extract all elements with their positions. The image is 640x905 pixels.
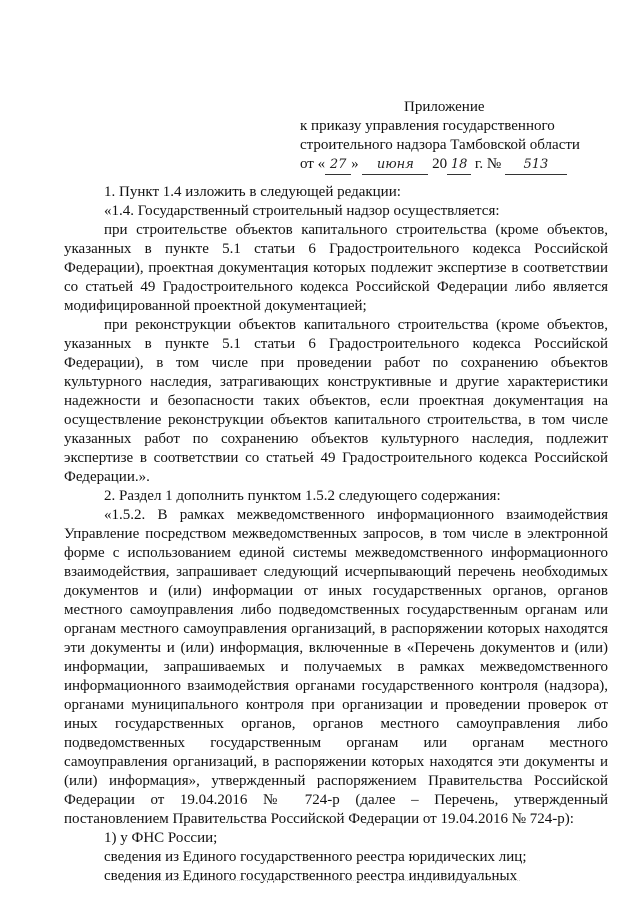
appendix-date-line	[300, 155, 620, 175]
paragraph: 2. Раздел 1 дополнить пунктом 1.5.2 следующего содержания:	[104, 488, 501, 504]
paragraph: при строительстве объектов капитального строительства (кроме объектов, указанных в пункте 5.1 статьи 6 Градостроительного кодекса Российской Федерации), проектная документация которых подлежит экспертизе в соответствии со статьей 49 Градостроительного кодекса Российской Федерации либо является модифицированной проектной документацией;	[64, 222, 608, 314]
paragraph: 1) у ФНС России;	[104, 830, 218, 846]
appendix-line-1: к приказу управления государственного	[300, 118, 555, 134]
appendix-line-2: строительного надзора Тамбовской области	[300, 137, 580, 153]
paragraph: сведения из Единого государственного реестра юридических лиц;	[104, 849, 527, 865]
date-quote-close: »	[351, 156, 359, 172]
paragraph: «1.4. Государственный строительный надзор осуществляется:	[104, 203, 500, 219]
date-year-prefix: 20	[432, 156, 448, 172]
appendix-header	[300, 98, 620, 175]
order-number: 513	[505, 155, 567, 175]
paragraph: сведения из Единого государственного реестра индивидуальных	[104, 868, 518, 884]
appendix-title: Приложение	[404, 99, 485, 115]
document-body	[64, 183, 608, 886]
page-bottom-edge	[120, 880, 520, 889]
paragraph: «1.5.2. В рамках межведомственного информационного взаимодействия Управление посредством межведомственных запросов, в том числе в электронной форме с использованием единой системы межведомственного информационного взаимодействия, запрашивает следующий исчерпывающий перечень необходимых документов и (или) информации от иных государственных органов, органов местного самоуправления либо подведомственных государственным органам или органам местного самоуправления организаций, в распоряжении которых находятся эти документы и (или) информация, включенные в «Перечень документов и (или) информации, запрашиваемых и получаемых в рамках межведомственного информационного взаимодействия органами государственного контроля (надзора), органами муниципального контроля при организации и проведении проверок от иных государственных органов, органов местного самоуправления либо подведомственных государственным органам или органам местного самоуправления организаций, в распоряжении которых находятся эти документы и (или) информация», утвержденный распоряжением Правительства Российской Федерации от 19.04.2016 № 724-р (далее – Перечень, утвержденный постановлением Правительства Российской Федерации от 19.04.2016 № 724-р):	[64, 507, 608, 827]
date-month: июня	[362, 155, 428, 175]
date-year-word: г. №	[474, 156, 502, 172]
date-prefix: от «	[300, 156, 326, 172]
date-year-suffix: 18	[447, 155, 471, 175]
date-day: 27	[325, 155, 351, 175]
paragraph: 1. Пункт 1.4 изложить в следующей редакции:	[104, 184, 401, 200]
paragraph: при реконструкции объектов капитального строительства (кроме объектов, указанных в пункте 5.1 статьи 6 Градостроительного кодекса Российской Федерации), в том числе при проведении работ по сохранению объектов культурного наследия, затрагивающих конструктивные и другие характеристики надежности и безопасности таких объектов, если проектная документация на осуществление реконструкции объектов капитального строительства, в том числе указанных работ по сохранению объектов культурного наследия, подлежит экспертизе в соответствии со статьей 49 Градостроительного кодекса Российской Федерации.».	[64, 317, 608, 485]
